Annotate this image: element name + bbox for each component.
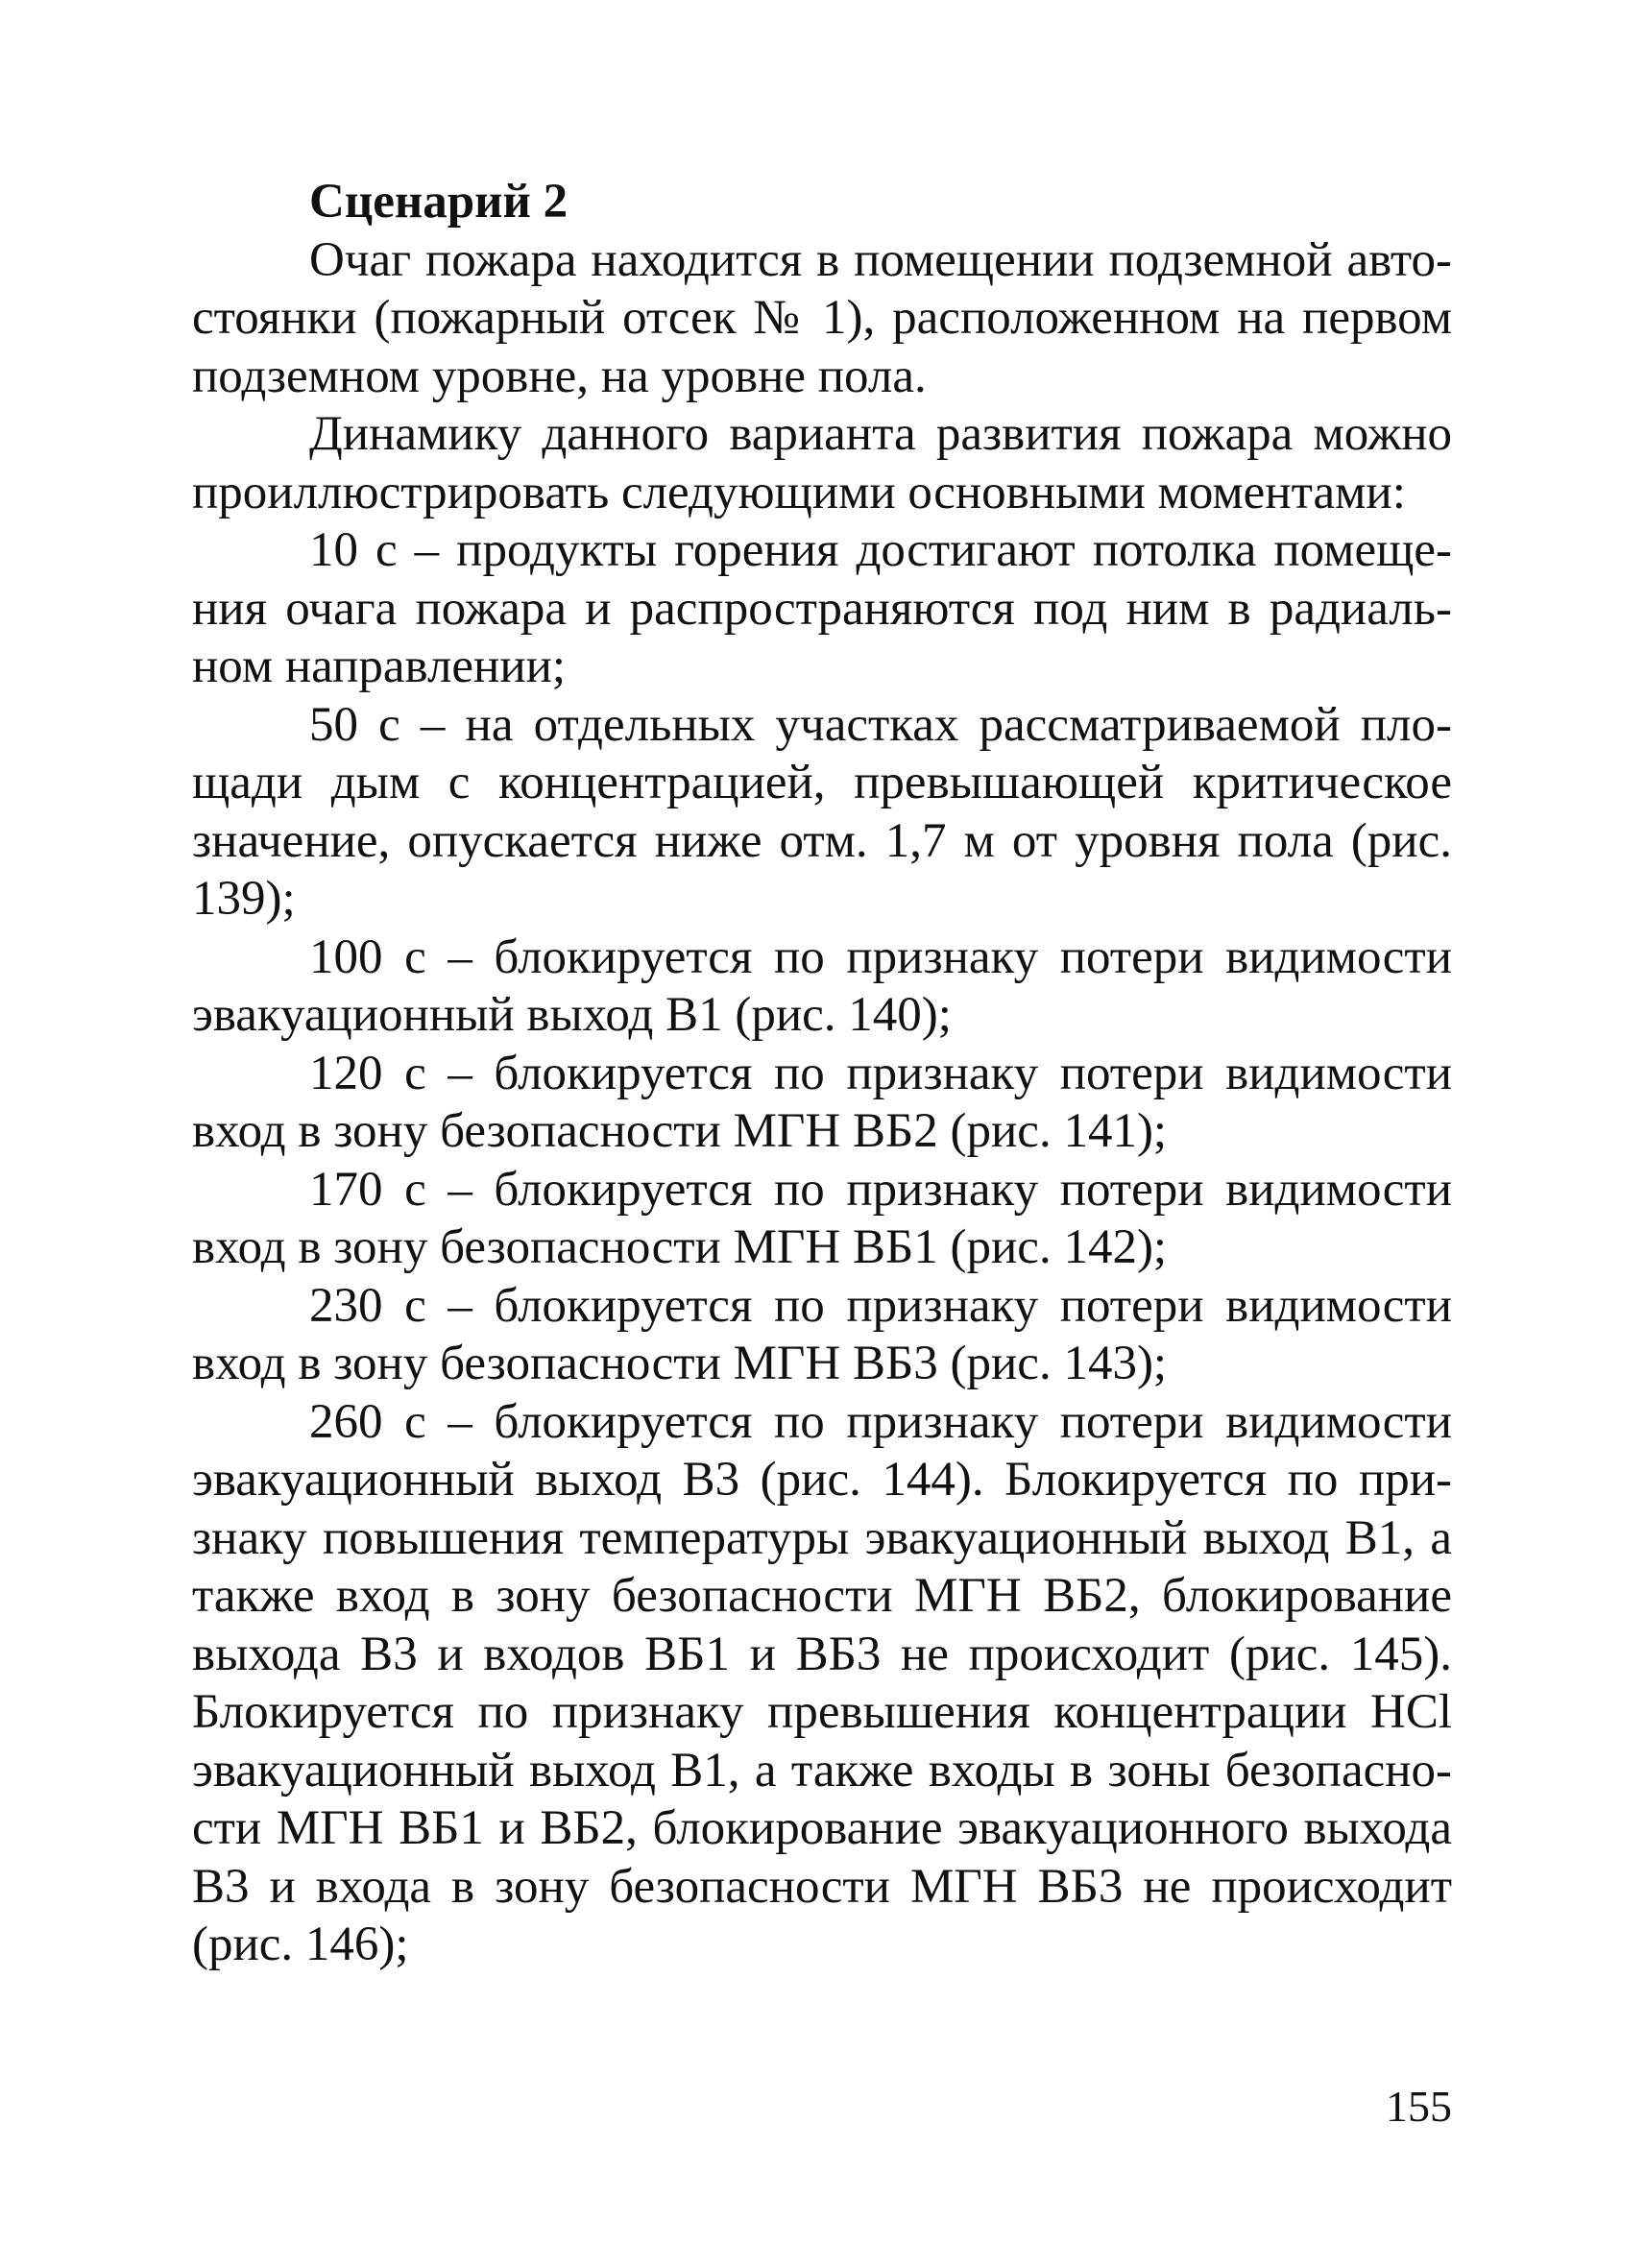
paragraph-100s: 100 с – блокируется по признаку потери видимости эвакуационный выход В1 (рис. 140); — [192, 929, 1452, 1042]
paragraph-50s: 50 с – на отдельных участках рассматриваемой площади дым с концентрацией, превышающей критическое значение, опускается ниже отм. 1,7 м от уровня пола (рис. 139); — [192, 697, 1452, 926]
paragraph-120s: 120 с – блокируется по признаку потери видимости вход в зону безопасности МГН ВБ2 (рис. 141); — [192, 1046, 1452, 1158]
paragraph-dynamics: Динамику данного варианта развития пожара можно проиллюстрировать следующими основными моментами: — [192, 407, 1452, 519]
text-block — [192, 173, 1452, 1974]
paragraph-260s: 260 с – блокируется по признаку потери видимости эвакуационный выход В3 (рис. 144). Блокируется по признаку повышения температуры эвакуационный выход В1, а также вход в зону безопасности МГН ВБ2, блокирование выхода В3 и входов ВБ1 и ВБ3 не происходит (рис. 145). Блокируется по признаку превышения концентрации HCl эвакуационный выход В1, а также входы в зоны безопасности МГН ВБ1 и ВБ2, блокирование эвакуационного выхода В3 и входа в зону безопасности МГН ВБ3 не происходит (рис. 146); — [192, 1394, 1452, 1971]
paragraph-170s: 170 с – блокируется по признаку потери видимости вход в зону безопасности МГН ВБ1 (рис. 142); — [192, 1162, 1452, 1274]
paragraph-intro: Очаг пожара находится в помещении подземной автостоянки (пожарный отсек № 1), расположенном на первом подземном уровне, на уровне пола. — [192, 232, 1452, 403]
paragraph-10s: 10 с – продукты горения достигают потолка помещения очага пожара и распространяются под ним в радиальном направлении; — [192, 523, 1452, 693]
section-heading: Сценарий 2 — [309, 175, 568, 229]
paragraph-230s: 230 с – блокируется по признаку потери видимости вход в зону безопасности МГН ВБ3 (рис. 143); — [192, 1278, 1452, 1390]
page-number: 155 — [1386, 2082, 1452, 2131]
